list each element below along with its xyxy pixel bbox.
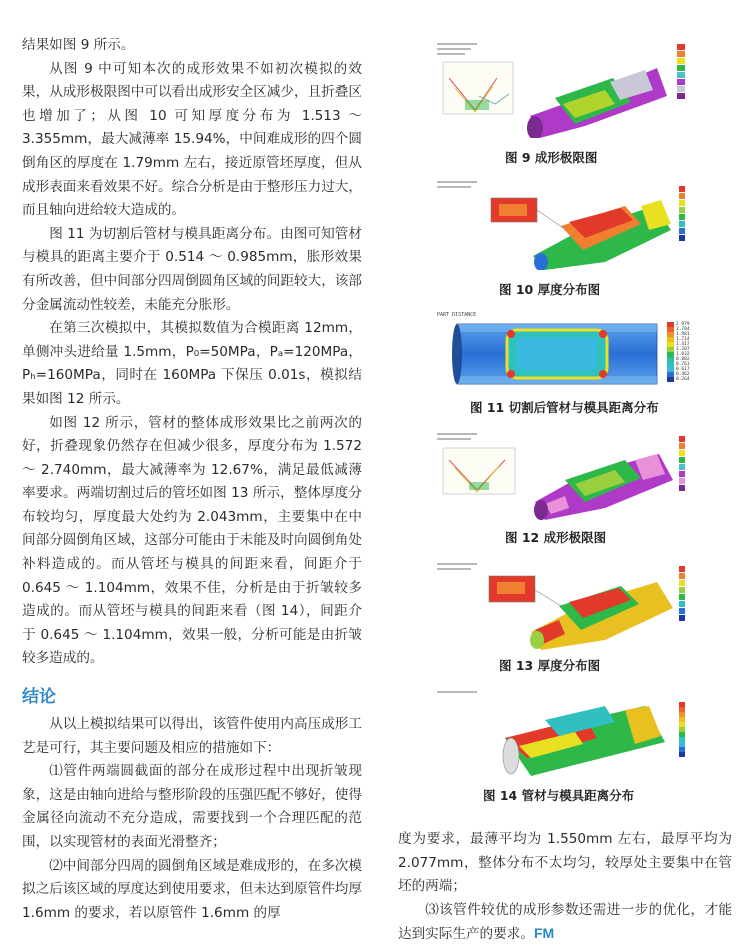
paragraph: ⑶该管件较优的成形参数还需进一步的优化，才能达到实际生产的要求。FM bbox=[398, 901, 732, 943]
paragraph: 度为要求，最薄平均为 1.550mm 左右，最厚平均为 2.077mm，整体分布不太均匀，较厚处主要集中在管坯的两端； bbox=[398, 831, 732, 895]
paragraph: ⑵中间部分四周的圆倒角区域是难成形的，在多次模拟之后该区域的厚度达到使用要求，但未达到原管件均厚 1.6mm 的要求，若以原管件 1.6mm 的厚 bbox=[22, 857, 362, 921]
paragraph: 结果如图 9 所示。 bbox=[22, 37, 135, 53]
paragraph: ⑴管件两端圆截面的部分在成形过程中出现折皱现象，这是由轴向进给与整形阶段的压强匹配不够好，使得金属径向流动不充分造成，需要找到一个合理匹配的范围，以实现管材的表面光滑整齐； bbox=[22, 763, 362, 850]
figure-13-image bbox=[435, 560, 691, 650]
fig13-tube bbox=[530, 582, 673, 650]
fig11-header: PART DISTANCE bbox=[437, 312, 477, 318]
right-column-text bbox=[398, 828, 732, 947]
paragraph: 从以上模拟结果可以得出，该管件使用内高压成形工艺是可行，其主要问题及相应的措施如下： bbox=[22, 716, 362, 756]
figure-13-caption: 图 13 厚度分布图 bbox=[499, 658, 601, 673]
fig11-legend-values: 2.979 2.704 1.981 1.714 1.417 1.207 1.032 0.882 0.761 0.617 0.462 0.264 bbox=[676, 322, 690, 382]
figure-14-caption: 图 14 管材与模具距离分布 bbox=[483, 788, 635, 803]
fig12-tube bbox=[534, 454, 673, 520]
paragraph: 在第三次模拟中，其模拟数值为合模距离 12mm，单侧冲头进给量 1.5mm，P₀=50MPa，Pₐ=120MPa，Pₕ=160MPa，同时在 160MPa 下保压 0.01s，模拟结果如图 12 所示。 bbox=[22, 320, 362, 407]
figure-11-caption: 图 11 切割后管材与模具距离分布 bbox=[470, 400, 659, 415]
fig10-tube bbox=[533, 200, 671, 270]
fig14-legend bbox=[679, 702, 685, 757]
figure-14-image bbox=[435, 688, 691, 780]
figure-11-image bbox=[435, 312, 705, 388]
paragraph: 图 11 为切割后管材与模具距离分布。由图可知管材与模具的距离主要介于 0.514 ～ 0.985mm，胀形效果有所改善，但中间部分四周倒圆角区域的间距较大，该部分金属流动性较差，未能充分胀形。 bbox=[22, 225, 362, 313]
paragraph: 如图 12 所示，管材的整体成形效果比之前两次的好，折叠现象仍然存在但减少很多，厚度分布为 1.572 ～ 2.740mm，最大减薄率为 12.67%，满足最低减薄率要求。两端切割过后的管坯如图 13 所示，整体厚度分布较均匀，厚度最大处约为 2.043mm，主要集中在中间部分圆倒角区域，这部分可能由于未能及时向圆倒角处补料造成的。而从管坯与模具的间距来看，间距介于 0.645 ～ 1.104mm，效果不佳，分析是由于折皱较多造成的。而从管坯与模具的间距来看（图 14），间距介于 0.645 ～ 1.104mm，效果一般，分析可能是由折皱较多造成的。 bbox=[22, 414, 362, 667]
figure-10-image bbox=[435, 178, 691, 270]
left-column bbox=[22, 34, 362, 925]
fig11-legend bbox=[667, 322, 674, 382]
fig10-legend bbox=[679, 186, 685, 241]
paragraph: 从图 9 中可知本次的成形效果不如初次模拟的效果，从成形极限图中可以看出成形安全区减少，且折叠区也增加了；从图 10 可知厚度分布为 1.513 ～ 3.355mm，最大减薄率 15.94%，中间难成形的四个圆倒角区的厚度在 1.79mm 左右，接近原管坯厚度，但从成形表面来看效果不好。综合分析是由于整形压力过大，而且轴向进给较大造成的。 bbox=[22, 60, 362, 219]
section-heading-conclusion: 结论 bbox=[22, 687, 56, 708]
fig13-legend bbox=[679, 566, 685, 621]
figure-10-caption: 图 10 厚度分布图 bbox=[499, 282, 601, 297]
fig12-legend bbox=[679, 436, 685, 491]
figure-9-image bbox=[435, 38, 691, 138]
figure-12-image bbox=[435, 430, 691, 520]
figure-12-caption: 图 12 成形极限图 bbox=[505, 530, 607, 545]
fm-logo: FM bbox=[533, 925, 555, 942]
fig14-tube bbox=[503, 706, 665, 776]
figure-9-caption: 图 9 成形极限图 bbox=[505, 150, 598, 165]
